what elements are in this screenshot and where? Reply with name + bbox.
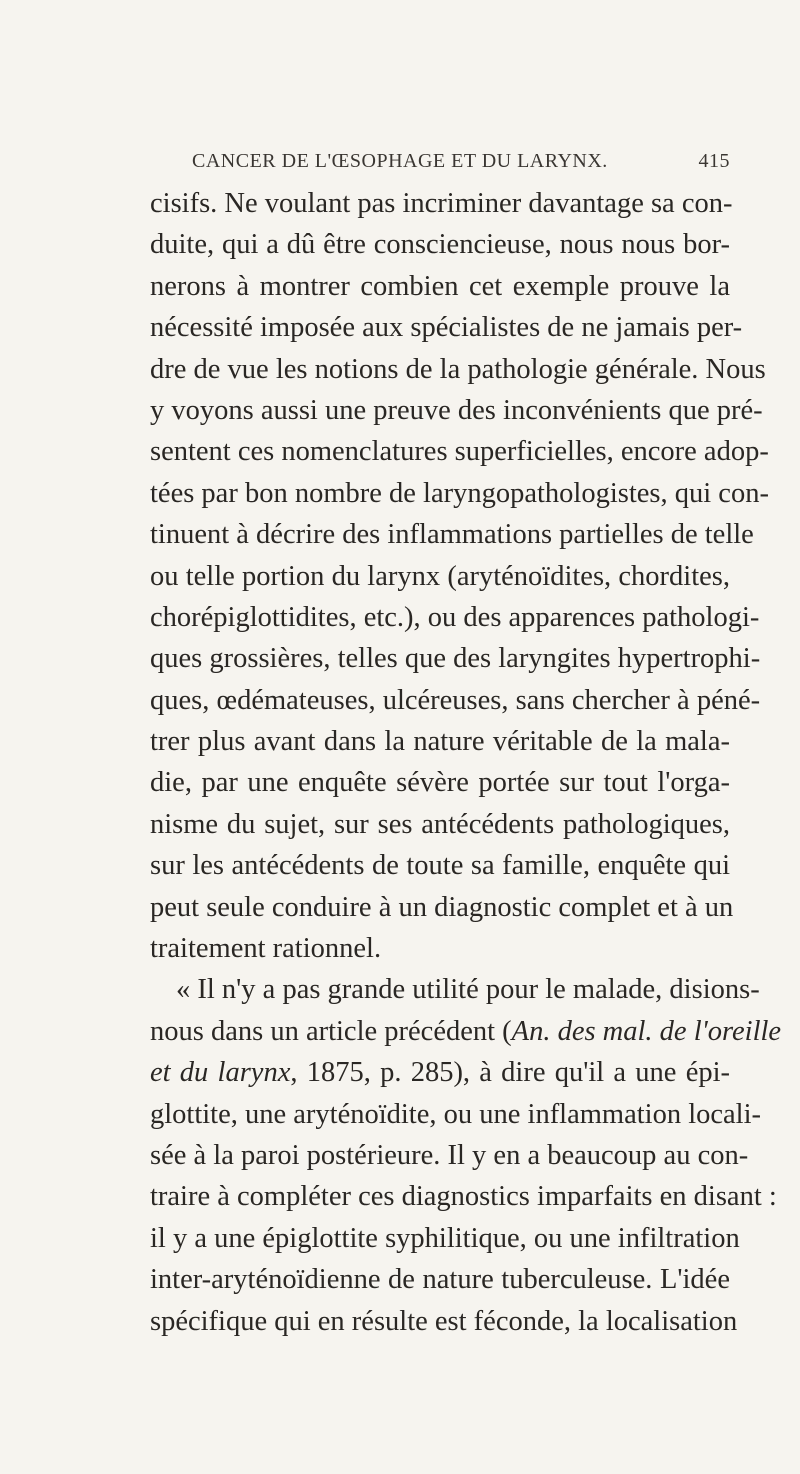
text-line: chorépiglottidites, etc.), ou des apparences pathologi- (150, 601, 760, 633)
text-line: dre de vue les notions de la pathologie générale. Nous (150, 353, 766, 385)
text-line: nerons à montrer combien cet exemple prouve la (150, 270, 730, 302)
text-line: spécifique qui en résulte est féconde, la localisation (150, 1305, 738, 1337)
quote-line: « Il n'y a pas grande utilité pour le malade, disions- (176, 974, 760, 1006)
running-head (150, 150, 730, 180)
text-line: duite, qui a dû être consciencieuse, nous nous bor- (150, 229, 730, 261)
quote-text: , 1875, p. 285), à dire qu'il a une épi- (290, 1057, 730, 1089)
text-line: peut seule conduire à un diagnostic complet et à un (150, 891, 734, 923)
quote-line (150, 1011, 782, 1052)
text-line: ques, œdémateuses, ulcéreuses, sans chercher à péné- (150, 684, 761, 716)
text-line: ques grossières, telles que des laryngites hypertrophi- (150, 643, 761, 675)
quote-text: nous dans un article précédent ( (150, 1015, 512, 1047)
citation-journal-cont: et du larynx (150, 1057, 291, 1089)
text-line: glottite, une aryténoïdite, ou une inflammation locali- (150, 1098, 761, 1130)
body-text (150, 183, 782, 1342)
text-line: traitement rationnel. (150, 933, 382, 965)
text-line: sentent ces nomenclatures superficielles, encore adop- (150, 436, 769, 468)
text-line: y voyons aussi une preuve des inconvénients que pré- (150, 394, 763, 426)
text-line: nécessité imposée aux spécialistes de ne jamais per- (150, 312, 743, 344)
text-line: traire à compléter ces diagnostics imparfaits en disant : (150, 1181, 777, 1213)
text-line: sée à la paroi postérieure. Il y en a beaucoup au con- (150, 1139, 749, 1171)
citation-journal: An. des mal. de l'oreille (511, 1015, 782, 1047)
text-line: tées par bon nombre de laryngopathologistes, qui con- (150, 477, 769, 509)
text-line: nisme du sujet, sur ses antécédents pathologiques, (150, 808, 730, 840)
text-line: ou telle portion du larynx (aryténoïdites, chordites, (150, 560, 730, 592)
text-line: die, par une enquête sévère portée sur tout l'orga- (150, 767, 730, 799)
text-line: trer plus avant dans la nature véritable de la mala- (150, 726, 730, 758)
text-line: tinuent à décrire des inflammations partielles de telle (150, 519, 754, 551)
running-title: CANCER DE L'ŒSOPHAGE ET DU LARYNX. (192, 150, 608, 172)
text-line: inter-aryténoïdienne de nature tuberculeuse. L'idée (150, 1264, 730, 1296)
page-number: 415 (698, 150, 730, 172)
text-line: sur les antécédents de toute sa famille, enquête qui (150, 850, 730, 882)
text-line: il y a une épiglottite syphilitique, ou une infiltration (150, 1222, 740, 1254)
quote-line (150, 1052, 730, 1093)
text-line: cisifs. Ne voulant pas incriminer davantage sa con- (150, 188, 733, 219)
